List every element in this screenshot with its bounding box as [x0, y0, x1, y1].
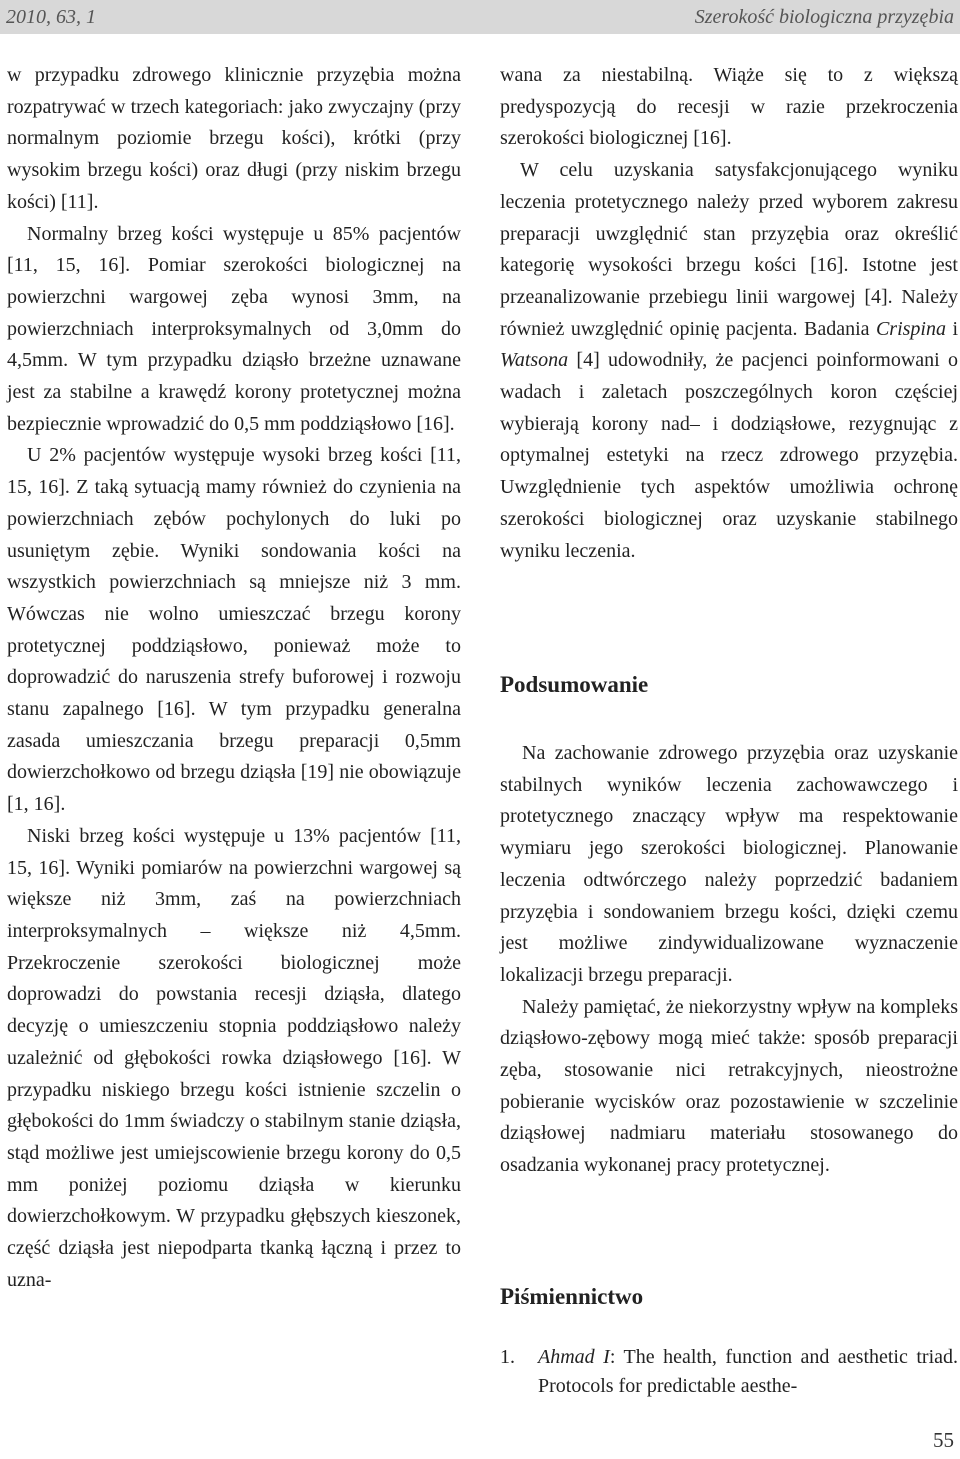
- reference-list: [500, 1343, 958, 1401]
- reference-body: : The health, function and aesthetic triad. Protocols for predictable aesthe-: [538, 1346, 959, 1397]
- section-heading-references: Piśmiennictwo: [500, 1284, 644, 1309]
- paragraph: Niski brzeg kości występuje u 13% pacjentów [11, 15, 16]. Wyniki pomiarów na powierzchni wargowej są większe niż 3mm, zaś na powierzchniach interproksymalnych – większe niż 4,5mm. Przekroczenie szerokości biologicznej może doprowadzi do powstania recesji dziąsła, dlatego decyzję o umieszczeniu stopnia poddziąsłowo należy uzależnić od głębokości rowka dziąsłowego [16]. W przypadku niskiego brzegu kości istnienie szczelin o głębokości do 1mm świadczy o stabilnym stanie dziąsła, stąd możliwe jest umiejscowienie brzegu korony do 0,5 mm poniżej poziomu dziąsła w kierunku dowierzchołkowym. W przypadku głębszych kieszonek, część dziąsła jest niepodparta tkanką łączną i przez to uzna-: [7, 824, 461, 1291]
- reference-text: [538, 1343, 958, 1401]
- paragraph: Normalny brzeg kości występuje u 85% pacjentów [11, 15, 16]. Pomiar szerokości biologicznej na powierzchni wargowej zęba wynosi 3mm, na powierzchniach interproksymalnych od 3,0mm do 4,5mm. W tym przypadku dziąsło brzeżne uznawane jest za stabilne a krawędź korony protetycznej można bezpiecznie wprowadzić do 0,5 mm poddziąsłowo [16].: [7, 222, 461, 435]
- page-number: 55: [933, 1428, 954, 1452]
- paragraph: w przypadku zdrowego klinicznie przyzębia można rozpatrywać w trzech kategoriach: jako zwyczajny (przy normalnym poziomie brzegu kości), krótki (przy wysokim brzegu kości) oraz długi (przy niskim brzegu kości) [11].: [7, 64, 461, 213]
- paragraph-text: W celu uzyskania satysfakcjonującego wyniku leczenia protetycznego należy przed wyborem zakresu preparacji uwzględnić stan przyzębia oraz określić kategorię wysokości brzegu kości [16]. Istotne jest przeanalizowanie przebiegu linii wargowej [4]. Należy również uwzględnić opinię pacjenta. Badania: [500, 159, 958, 340]
- summary-section: [500, 738, 958, 1182]
- reference-item: [500, 1343, 958, 1401]
- paragraph: Należy pamiętać, że niekorzystny wpływ na kompleks dziąsłowo-zębowy mogą mieć także: sposób preparacji zęba, stosowanie nici retrakcyjnych, nieostrożne pobieranie wycisków oraz pozostawienie w szczelinie dziąsłowej nadmiaru materiału stosowanego do osadzania wykonanej pracy protetycznej.: [500, 995, 958, 1177]
- reference-author: Ahmad I: [538, 1346, 610, 1368]
- journal-issue: 2010, 63, 1: [6, 5, 96, 28]
- article-short-title: Szerokość biologiczna przyzębia: [694, 5, 954, 28]
- paragraph: wana za niestabilną. Wiąże się to z większą predyspozycją do recesji w razie przekroczenia szerokości biologicznej [16].: [500, 64, 958, 150]
- section-heading-summary: Podsumowanie: [500, 672, 649, 697]
- paragraph-text: [4] udowodniły, że pacjenci poinformowani o wadach i zaletach poszczególnych koron częściej wybierają korony nad– i dodziąsłowe, rezygnując z optymalnej estetyki na rzecz zdrowego przyzębia. Uwzględnienie tych aspektów umożliwia ochronę szerokości biologicznej oraz uzyskanie stabilnego wyniku leczenia.: [500, 349, 958, 562]
- author-name: Watsona: [500, 349, 569, 372]
- right-column: [500, 60, 958, 567]
- paragraph: Na zachowanie zdrowego przyzębia oraz uzyskanie stabilnych wyników leczenia zachowawczego i protetycznego znaczący wpływ ma respektowanie wymiaru jego szerokości biologicznej. Planowanie leczenia odtwórczego należy poprzedzić badaniem przyzębia i sondowaniem brzegu kości, dzięki czemu jest możliwe zindywidualizowane wyznaczenie lokalizacji brzegu preparacji.: [500, 742, 958, 986]
- paragraph-text: i: [946, 317, 958, 340]
- paragraph: U 2% pacjentów występuje wysoki brzeg kości [11, 15, 16]. Z taką sytuacją mamy również do czynienia na powierzchniach zębów pochylonych do luki po usuniętym zębie. Wyniki sondowania kości na wszystkich powierzchniach są mniejsze niż 3 mm. Wówczas nie wolno umieszczać brzegu korony protetycznej poddziąsłowo, ponieważ może to doprowadzić do naruszenia strefy buforowej i rozwoju stanu zapalnego [16]. W tym przypadku generalna zasada umieszczania brzegu preparacji 0,5mm dowierzchołkowo od brzegu dziąsła [19] nie obowiązuje [1, 16].: [7, 444, 461, 816]
- left-column: [7, 60, 461, 1296]
- paragraph: [500, 155, 958, 567]
- reference-number: 1.: [500, 1346, 515, 1368]
- running-header: [0, 0, 960, 34]
- author-name: Crispina: [875, 317, 946, 340]
